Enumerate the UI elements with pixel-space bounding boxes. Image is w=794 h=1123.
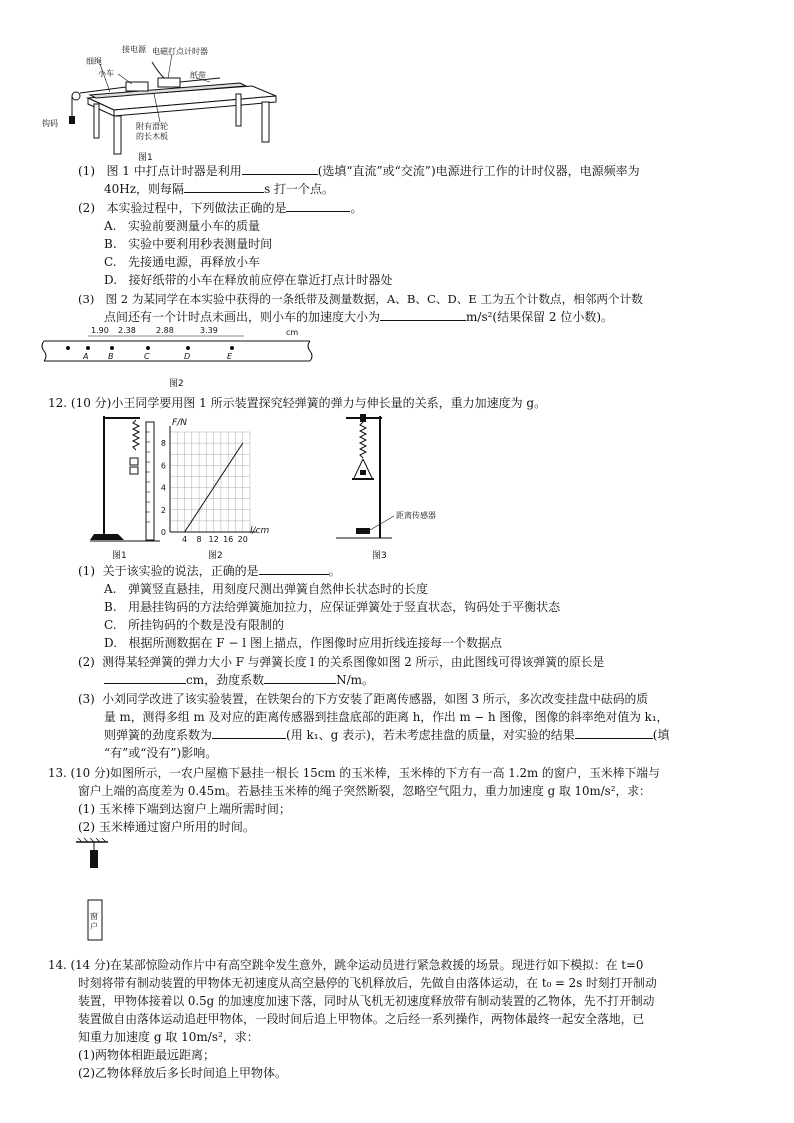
q13-heading-line1: 13. (10 分)如图所示，一农户屋檐下悬挂一根长 15cm 的玉米棒，玉米棒的下方有一高 1.2m 的窗户，玉米棒下端与	[48, 766, 660, 780]
q12-option-c: C. 所挂钩码的个数是没有限制的	[104, 618, 285, 632]
q11-answer-blank-3[interactable]	[286, 199, 350, 212]
q12-part3-line1: (3) 小刘同学改进了该实验装置，在铁架台的下方安装了距离传感器，如图 3 所示，多次改变挂盘中砝码的质	[78, 692, 649, 706]
q12-part2-line1: (2) 测得某轻弹簧的弹力大小 F 与弹簧长度 l 的关系图像如图 2 所示，由此图线可得该弹簧的原长是	[78, 655, 605, 669]
tape-caption: 图2	[169, 379, 184, 389]
q11-option-c: C. 先接通电源，再释放小车	[104, 255, 261, 269]
tape-point-b: B	[108, 352, 114, 361]
tape-point-c: C	[144, 352, 150, 361]
q13-item-2: (2) 玉米棒通过窗户所用的时间。	[78, 820, 255, 834]
q13-item-1: (1) 玉米棒下端到达窗户上端所需时间；	[78, 802, 291, 816]
q12-option-d: D. 根据所测数据在 F − l 图上描点，作图像时应用折线连接每一个数据点	[104, 636, 502, 650]
figure-corn-window	[72, 836, 112, 946]
q12-part1: (1) 关于该实验的说法，正确的是 。	[78, 564, 341, 578]
tape-point-e: E	[227, 352, 233, 361]
tape-dot	[146, 346, 150, 350]
q12-part3-line4: “有”或“没有”)影响。	[104, 746, 218, 760]
window-label: 窗户	[90, 912, 98, 931]
fig2-caption-q12: 图2	[208, 551, 223, 561]
q14-line-6: (1)两物体相距最远距离；	[78, 1048, 215, 1062]
chart-y-label: F/N	[172, 418, 187, 428]
label-board: 附有滑轮 的长木板	[136, 122, 168, 141]
figure-tape	[44, 324, 324, 390]
q13-heading-line2: 窗户上端的高度差为 0.45m。若悬挂玉米棒的绳子突然断裂，忽略空气阻力，重力加速度 g 取 10m/s²，求：	[78, 784, 651, 798]
tape-unit: cm	[286, 328, 299, 337]
tape-dot	[186, 346, 190, 350]
q11-answer-blank-4[interactable]	[380, 308, 466, 321]
q11-part1-line2: 40Hz，则每隔 s 打一个点。	[104, 182, 335, 196]
q14-line-4: 装置做自由落体运动追赶甲物体，一段时间后追上甲物体。之后经一系列操作，两物体最终一起安全落地，已	[78, 1012, 645, 1026]
q11-answer-blank-1[interactable]	[242, 162, 318, 175]
chart-y-tick-label: 6	[160, 461, 166, 471]
label-distance-sensor: 距离传感器	[396, 511, 436, 520]
q11-option-a: A. 实验前要测量小车的质量	[104, 219, 260, 233]
sensor-drawing	[332, 412, 472, 562]
q11-part3-line2: 点间还有一个计时点未画出，则小车的加速度大小为 m/s²(结果保留 2 位小数)。	[104, 310, 614, 324]
tape-point-d: D	[184, 352, 191, 361]
q14-line-2: 时刻将带有制动装置的甲物体无初速度从高空悬停的飞机释放后，先做自由落体运动，在 t₀ = 2s 时刻打开制动	[78, 976, 657, 990]
fig3-caption-q12: 图3	[372, 551, 387, 561]
tape-segment-3: 2.88	[156, 326, 174, 335]
label-timer: 电磁打点计时器	[152, 47, 208, 56]
chart-y-tick-label: 0	[160, 528, 166, 537]
figure-1-caption: 图1	[138, 153, 153, 163]
chart-x-tick-label: 12	[208, 535, 219, 544]
q11-answer-blank-2[interactable]	[184, 180, 264, 193]
chart-x-tick-label: 20	[237, 535, 248, 544]
tape-segment-4: 3.39	[200, 326, 218, 335]
apparatus-drawing	[40, 40, 280, 165]
chart-x-tick-label: 8	[196, 535, 202, 544]
q12-answer-blank-5[interactable]	[575, 726, 653, 739]
tape-point-a: A	[83, 352, 89, 361]
label-string: 细绳	[86, 57, 102, 66]
fig1-caption-q12: 图1	[112, 551, 127, 561]
q11-part2: (2) 本实验过程中，下列做法正确的是 。	[78, 201, 363, 215]
q11-option-d: D. 接好纸带的小车在释放前应停在靠近打点计时器处	[104, 273, 393, 287]
q14-line-1: 14. (14 分)在某部惊险动作片中有高空跳伞发生意外，跳伞运动员进行紧急救援的场景。现进行如下模拟：在 t=0	[48, 958, 644, 972]
q12-part2-line2: cm，劲度系数 N/m。	[104, 671, 374, 689]
q12-heading: 12. (10 分)小王同学要用图 1 所示装置探究轻弹簧的弹力与伸长量的关系，重力加速度为 g。	[48, 396, 547, 410]
q12-option-a: A. 弹簧竖直悬挂，用刻度尺测出弹簧自然伸长状态时的长度	[104, 582, 428, 596]
q12-option-b: B. 用悬挂钩码的方法给弹簧施加拉力，应保证弹簧处于竖直状态，钩码处于平衡状态	[104, 600, 561, 614]
q12-answer-blank-3[interactable]	[264, 671, 336, 684]
q12-answer-blank-4[interactable]	[212, 726, 286, 739]
q12-part3-line2: 量 m，测得多组 m 及对应的距离传感器到挂盘底部的距离 h，作出 m − h 图像，图像的斜率绝对值为 k₁，	[104, 710, 669, 724]
chart-y-tick-label: 8	[160, 439, 166, 449]
chart-y-tick-label: 2	[160, 505, 166, 515]
figure-distance-sensor	[332, 412, 472, 562]
label-tape: 纸带	[190, 71, 206, 80]
label-cart: 小车	[98, 69, 114, 78]
q11-part1-line1: (1) 图 1 中打点计时器是利用 (选填“直流”或“交流”)电源进行工作的计时仪器，电源频率为	[78, 164, 640, 178]
tape-segment-1: 1.90	[91, 326, 109, 335]
q12-answer-blank-1[interactable]	[259, 562, 329, 575]
figure-apparatus-1	[40, 40, 280, 165]
chart-x-label: l/cm	[250, 526, 270, 536]
label-power: 接电源	[122, 45, 146, 54]
label-weight: 钩码	[42, 119, 58, 128]
q14-line-7: (2)乙物体释放后多长时间追上甲物体。	[78, 1066, 287, 1080]
chart-y-tick-label: 4	[160, 483, 166, 493]
figure-force-length-chart	[148, 418, 268, 562]
tape-dot	[86, 346, 90, 350]
q14-line-5: 知重力加速度 g 取 10m/s²，求：	[78, 1030, 259, 1044]
q14-line-3: 装置，甲物体接着以 0.5g 的加速度加速下落，同时从飞机无初速度释放带有制动装置的乙物体，先不打开制动	[78, 994, 655, 1008]
chart-x-tick-label: 16	[223, 535, 234, 544]
tape-dot	[230, 346, 234, 350]
tape-dot	[110, 346, 114, 350]
force-length-chart-svg	[148, 418, 268, 562]
q11-part3-line1: (3) 图 2 为某同学在本实验中获得的一条纸带及测量数据，A、B、C、D、E 工为五个计数点，相邻两个计数	[78, 292, 643, 306]
q12-part3-line3: 则弹簧的劲度系数为 (用 k₁、g 表示)，若未考虑挂盘的质量，对实验的结果 (填	[104, 728, 670, 742]
q11-option-b: B. 实验中要利用秒表测量时间	[104, 237, 273, 251]
chart-x-tick-label: 4	[181, 535, 188, 544]
tape-segment-2: 2.38	[118, 326, 136, 335]
tape-dot	[66, 346, 70, 350]
q12-answer-blank-2[interactable]	[104, 671, 186, 684]
